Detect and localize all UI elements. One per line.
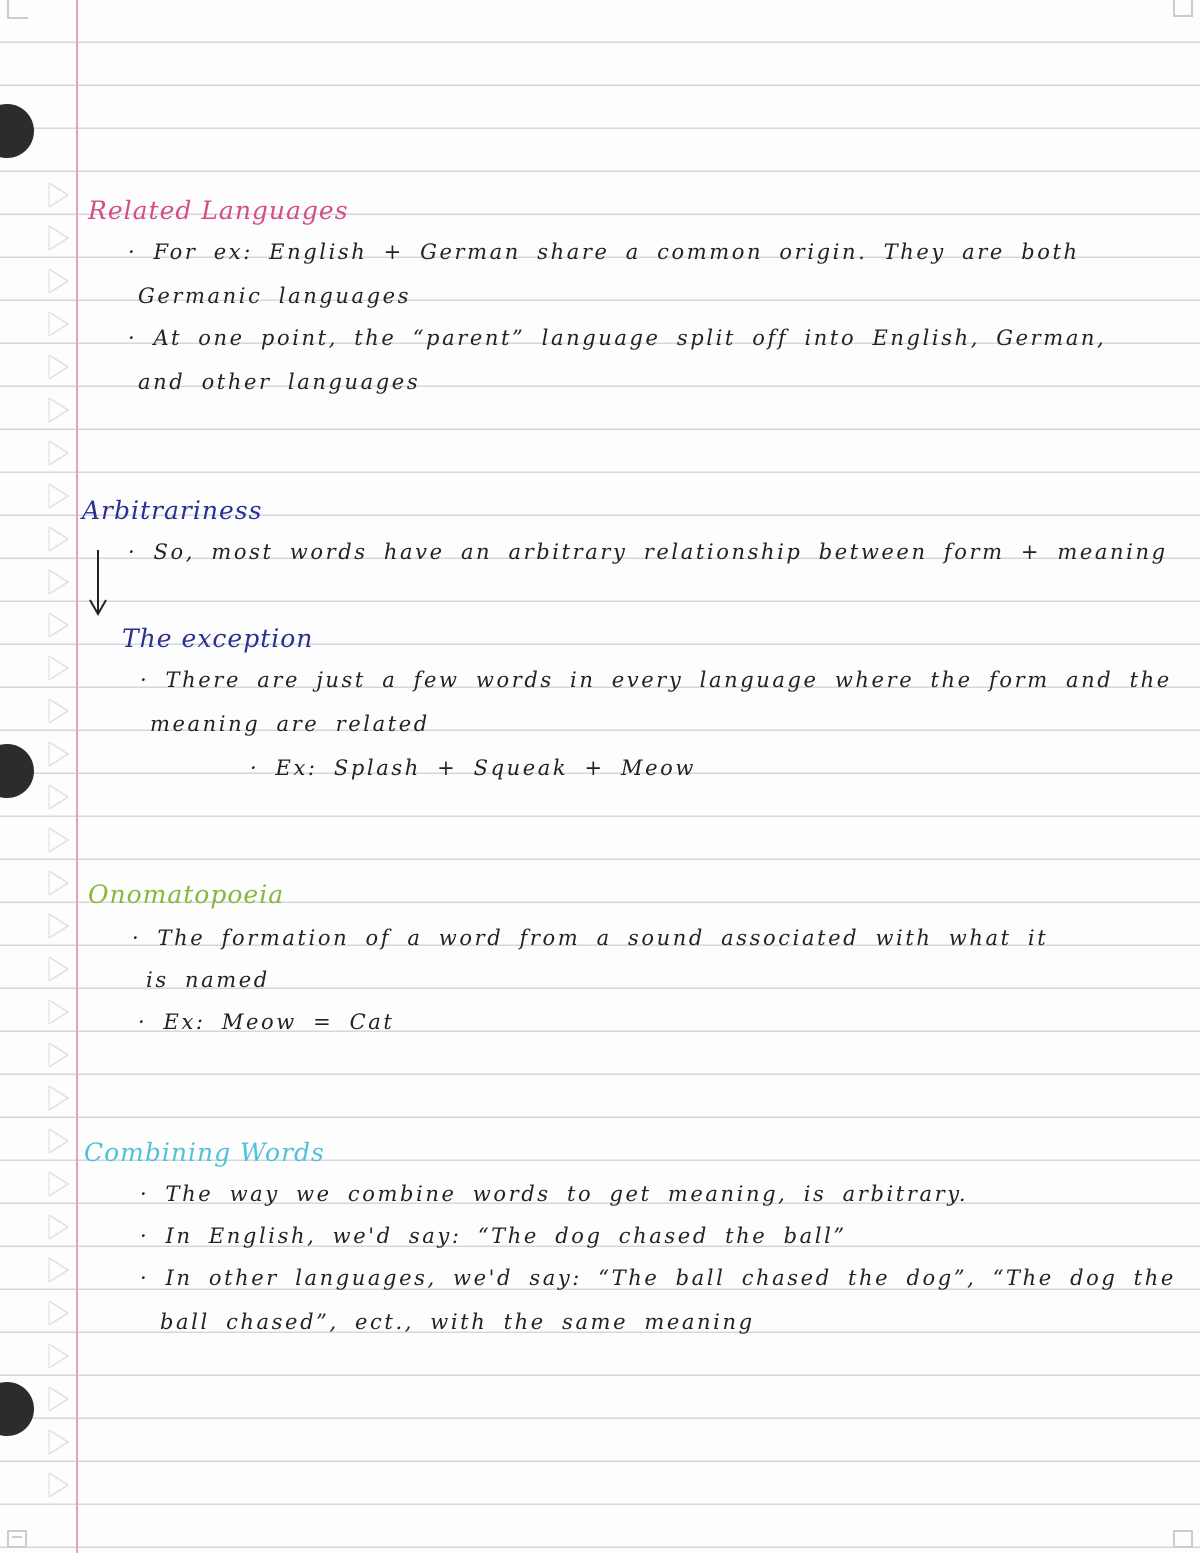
heading-combining-words: Combining Words: [84, 1138, 325, 1167]
binder-hole: [0, 1382, 34, 1436]
punch-tab-icon: [46, 1384, 72, 1414]
note-line: · In other languages, we'd say: “The ball chased the dog”, “The dog the: [140, 1266, 1176, 1290]
punch-tab-icon: [46, 395, 72, 425]
note-line: · Ex: Meow = Cat: [138, 1010, 395, 1034]
binder-hole: [0, 744, 34, 798]
punch-tab-icon: [46, 782, 72, 812]
note-line: · So, most words have an arbitrary relationship between form + meaning: [128, 540, 1168, 564]
punch-tab-icon: [46, 1083, 72, 1113]
note-line: meaning are related: [150, 712, 430, 736]
note-line: · For ex: English + German share a common origin. They are both: [128, 240, 1080, 264]
punch-tab-icon: [46, 266, 72, 296]
punch-tab-icon: [46, 1298, 72, 1328]
corner-mark-icon: [6, 0, 32, 22]
punch-tab-icon: [46, 868, 72, 898]
punch-tab-icon: [46, 696, 72, 726]
note-line: ball chased”, ect., with the same meaning: [160, 1310, 755, 1334]
punch-tab-icon: [46, 997, 72, 1027]
punch-tab-icon: [46, 1427, 72, 1457]
punch-tab-icon: [46, 309, 72, 339]
punch-tab-icon: [46, 180, 72, 210]
binder-hole: [0, 104, 34, 158]
note-line: · At one point, the “parent” language split off into English, German,: [128, 326, 1107, 350]
heading-the-exception: The exception: [122, 624, 314, 653]
punch-tab-icon: [46, 739, 72, 769]
note-line: · In English, we'd say: “The dog chased the ball”: [140, 1224, 847, 1248]
punch-tab-icon: [46, 524, 72, 554]
punch-tab-icon: [46, 1126, 72, 1156]
note-line: · The way we combine words to get meaning, is arbitrary.: [140, 1182, 969, 1206]
punch-tab-icon: [46, 610, 72, 640]
corner-mark-icon: [1170, 0, 1196, 22]
punch-tab-icon: [46, 1255, 72, 1285]
punch-tab-icon: [46, 1212, 72, 1242]
note-line: · There are just a few words in every language where the form and the: [140, 668, 1172, 692]
punch-tab-icon: [46, 954, 72, 984]
punch-tab-icon: [46, 438, 72, 468]
down-arrow-icon: [86, 548, 116, 620]
punch-tab-icon: [46, 481, 72, 511]
punch-tab-icon: [46, 1040, 72, 1070]
punch-tab-icon: [46, 223, 72, 253]
punch-tab-icon: [46, 911, 72, 941]
punch-tab-icon: [46, 1169, 72, 1199]
heading-onomatopoeia: Onomatopoeia: [88, 880, 285, 909]
note-line: · The formation of a word from a sound associated with what it: [132, 926, 1049, 950]
note-line: and other languages: [138, 370, 421, 394]
note-line: Germanic languages: [138, 284, 412, 308]
punch-tab-icon: [46, 653, 72, 683]
note-line: is named: [146, 968, 270, 992]
heading-related-languages: Related Languages: [88, 196, 349, 225]
corner-mark-icon: [1170, 1527, 1196, 1549]
punch-tab-icon: [46, 567, 72, 597]
corner-mark-icon: [6, 1527, 32, 1549]
punch-tab-icon: [46, 1470, 72, 1500]
note-line: · Ex: Splash + Squeak + Meow: [250, 756, 696, 780]
punch-tab-icon: [46, 352, 72, 382]
heading-arbitrariness: Arbitrariness: [82, 496, 263, 525]
punch-tab-icon: [46, 1341, 72, 1371]
punch-tab-icon: [46, 825, 72, 855]
margin-line: [76, 0, 78, 1553]
